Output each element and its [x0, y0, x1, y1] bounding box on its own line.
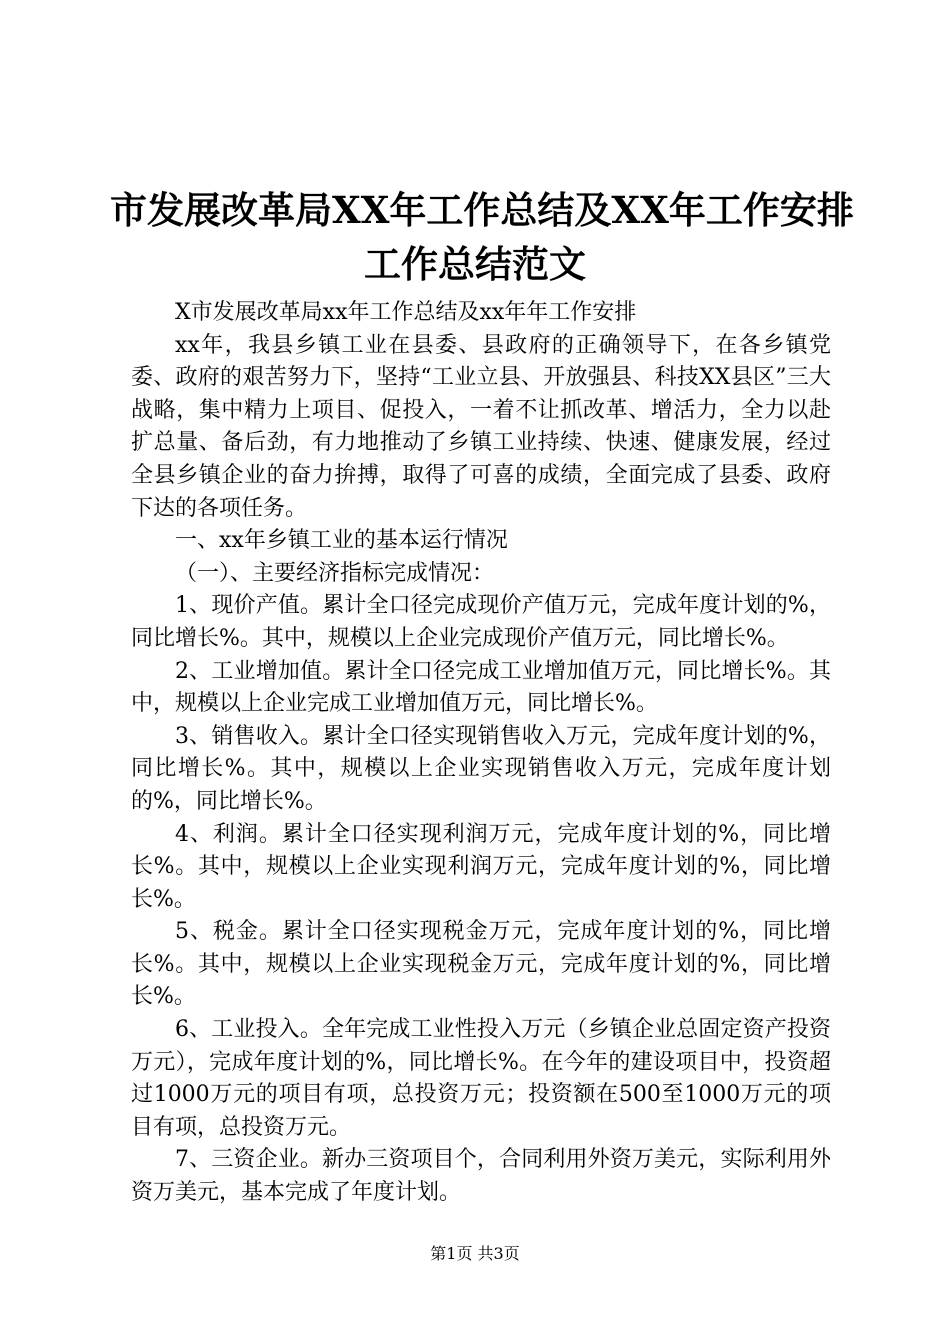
- paragraph-item-2: 2、工业增加值。累计全口径完成工业增加值万元，同比增长%。其中，规模以上企业完成工业增加值万元，同比增长%。: [131, 658, 831, 717]
- paragraph-item-6: 6、工业投入。全年完成工业性投入万元（乡镇企业总固定资产投资万元），完成年度计划的%，同比增长%。在今年的建设项目中，投资超过1000万元的项目有项，总投资万元；投资额在500至1000万元的项目有项，总投资万元。: [131, 1017, 831, 1140]
- paragraph-item-3: 3、销售收入。累计全口径实现销售收入万元，完成年度计划的%，同比增长%。其中，规模以上企业实现销售收入万元，完成年度计划的%，同比增长%。: [131, 723, 831, 814]
- page-number-footer: 第1页 共3页: [430, 1244, 520, 1263]
- paragraph-item-5: 5、税金。累计全口径实现税金万元，完成年度计划的%，同比增长%。其中，规模以上企业实现税金万元，完成年度计划的%，同比增长%。: [131, 919, 831, 1010]
- document-title-line-1: 市发展改革局XX年工作总结及XX年工作安排: [110, 188, 854, 232]
- document-body: [131, 297, 831, 1210]
- paragraph-item-1: 1、现价产值。累计全口径完成现价产值万元，完成年度计划的%，同比增长%。其中，规模以上企业完成现价产值万元，同比增长%。: [131, 593, 831, 651]
- paragraph-subtitle: X市发展改革局xx年工作总结及xx年年工作安排: [175, 300, 637, 325]
- subsection-heading: （一）、主要经济指标完成情况：: [175, 560, 495, 586]
- paragraph-item-4: 4、利润。累计全口径实现利润万元，完成年度计划的%，同比增长%。其中，规模以上企业实现利润万元，完成年度计划的%，同比增长%。: [131, 821, 831, 912]
- document-title-line-2: 工作总结范文: [364, 242, 586, 286]
- paragraph-item-7: 7、三资企业。新办三资项目个，合同利用外资万美元，实际利用外资万美元，基本完成了年度计划。: [131, 1147, 831, 1206]
- paragraph-intro: xx年，我县乡镇工业在县委、县政府的正确领导下，在各乡镇党委、政府的艰苦努力下，坚持“工业立县、开放强县、科技XX县区”三大战略，集中精力上项目、促投入，一着不让抓改革、增活力，全力以赴扩总量、备后劲，有力地推动了乡镇工业持续、快速、健康发展，经过全县乡镇企业的奋力拚搏，取得了可喜的成绩，全面完成了县委、政府下达的各项任务。: [131, 332, 831, 521]
- section-heading: 一、xx年乡镇工业的基本运行情况: [175, 528, 508, 554]
